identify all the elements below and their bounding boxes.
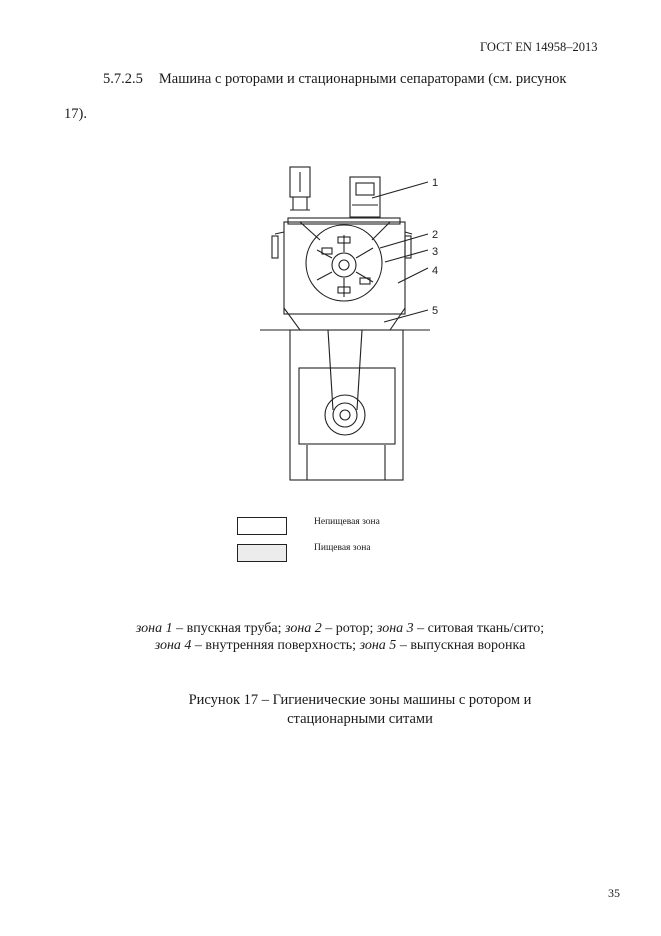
machine-drawing — [240, 160, 450, 490]
legend-label-non-food: Непищевая зона — [314, 517, 380, 527]
zone-5-label: зона 5 — [359, 638, 397, 653]
outlet-funnel — [284, 308, 405, 330]
legend-swatch-food — [237, 544, 287, 562]
zone-3-label: зона 3 — [376, 621, 414, 636]
page-number: 35 — [608, 886, 620, 900]
callout-1: 1 — [432, 177, 439, 189]
zone-1-label: зона 1 — [135, 621, 173, 636]
zone-4-desc: – внутренняя поверхность; — [191, 638, 360, 653]
callout-2: 2 — [432, 229, 439, 241]
zone-5-desc: – выпускная воронка — [396, 638, 526, 653]
zone-2-desc: – ротор; — [321, 621, 377, 636]
zones-line-2 — [60, 636, 620, 655]
zone-1-desc: – впускная труба; — [172, 621, 286, 636]
figure-caption-line-2: стационарными ситами — [287, 711, 433, 727]
callout-5: 5 — [432, 305, 439, 317]
figure-caption-line-1: Рисунок 17 – Гигиенические зоны машины с ротором и — [188, 692, 532, 708]
paragraph-line-2: 17). — [64, 106, 87, 122]
zone-2-label: зона 2 — [285, 621, 322, 636]
standard-header: ГОСТ EN 14958–2013 — [480, 40, 598, 54]
callout-3: 3 — [432, 246, 439, 258]
paragraph-number: 5.7.2.5 — [103, 71, 143, 87]
zone-3-desc: – ситовая ткань/сито; — [413, 621, 545, 636]
zone-4-label: зона 4 — [154, 638, 192, 653]
legend-swatch-non-food — [237, 517, 287, 535]
callout-4: 4 — [432, 265, 439, 277]
drive-motor — [299, 368, 395, 444]
paragraph-text: Машина с роторами и стационарными сепараторами (см. рисунок — [158, 71, 567, 87]
paragraph-line-1 — [103, 71, 566, 88]
legend-label-food: Пищевая зона — [314, 543, 371, 553]
